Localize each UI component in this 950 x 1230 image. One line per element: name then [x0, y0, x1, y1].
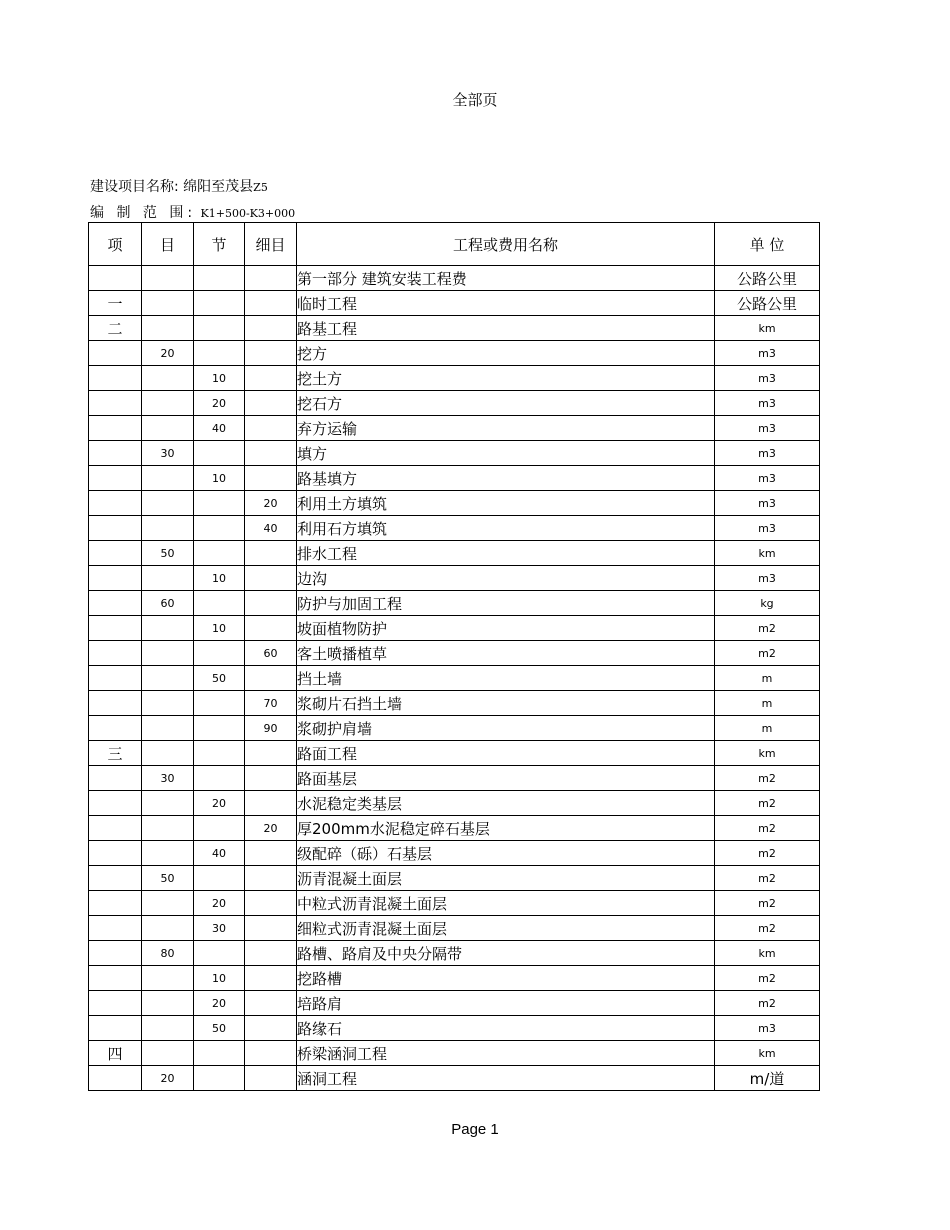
- cell-ximu: [245, 741, 297, 766]
- table-row: [89, 416, 820, 441]
- cell-unit: km: [715, 1041, 820, 1066]
- cell-xiang: [89, 891, 142, 916]
- cell-unit: 公路公里: [715, 291, 820, 316]
- table-row: [89, 616, 820, 641]
- cell-ximu: [245, 541, 297, 566]
- column-header-xiang: 项: [89, 223, 142, 266]
- cell-jie: [194, 1041, 245, 1066]
- cell-name: 浆砌护肩墙: [297, 716, 715, 741]
- cell-mu: [142, 516, 194, 541]
- cell-unit: m3: [715, 491, 820, 516]
- cell-xiang: [89, 966, 142, 991]
- cell-mu: [142, 991, 194, 1016]
- cell-jie: [194, 591, 245, 616]
- cell-jie: [194, 491, 245, 516]
- cell-name: 第一部分 建筑安装工程费: [297, 266, 715, 291]
- cell-name: 路缘石: [297, 1016, 715, 1041]
- table-row: [89, 766, 820, 791]
- page-number: Page 1: [451, 1121, 499, 1138]
- cell-mu: 20: [142, 1066, 194, 1091]
- cell-unit: m2: [715, 791, 820, 816]
- cell-xiang: [89, 591, 142, 616]
- cell-ximu: [245, 416, 297, 441]
- cell-ximu: [245, 941, 297, 966]
- column-header-jie: 节: [194, 223, 245, 266]
- cell-jie: [194, 341, 245, 366]
- cell-unit: km: [715, 541, 820, 566]
- cell-xiang: [89, 341, 142, 366]
- cell-ximu: [245, 441, 297, 466]
- cell-jie: 20: [194, 891, 245, 916]
- cell-xiang: [89, 816, 142, 841]
- cell-mu: 20: [142, 341, 194, 366]
- table-body: [89, 266, 820, 1091]
- cell-unit: m: [715, 716, 820, 741]
- cell-name: 客土喷播植草: [297, 641, 715, 666]
- table-row: [89, 741, 820, 766]
- cell-unit: m2: [715, 641, 820, 666]
- cell-xiang: [89, 716, 142, 741]
- cell-ximu: [245, 591, 297, 616]
- table-row: [89, 366, 820, 391]
- cell-mu: [142, 466, 194, 491]
- table-row: [89, 341, 820, 366]
- cell-jie: [194, 741, 245, 766]
- column-header-mu: 目: [142, 223, 194, 266]
- cell-name: 桥梁涵洞工程: [297, 1041, 715, 1066]
- cell-name: 厚200mm水泥稳定碎石基层: [297, 816, 715, 841]
- cell-ximu: [245, 666, 297, 691]
- cell-jie: 10: [194, 616, 245, 641]
- cell-mu: [142, 791, 194, 816]
- cell-jie: 50: [194, 666, 245, 691]
- cell-ximu: [245, 391, 297, 416]
- cell-name: 坡面植物防护: [297, 616, 715, 641]
- table-row: [89, 791, 820, 816]
- cell-jie: [194, 266, 245, 291]
- cell-unit: m2: [715, 916, 820, 941]
- cell-ximu: [245, 1066, 297, 1091]
- cell-mu: 60: [142, 591, 194, 616]
- cell-xiang: 四: [89, 1041, 142, 1066]
- cell-ximu: [245, 366, 297, 391]
- project-name-line: [90, 176, 268, 196]
- cell-mu: [142, 641, 194, 666]
- cell-xiang: 三: [89, 741, 142, 766]
- table-row: [89, 291, 820, 316]
- cell-mu: [142, 666, 194, 691]
- cell-unit: m2: [715, 841, 820, 866]
- cell-jie: 10: [194, 966, 245, 991]
- cell-unit: m3: [715, 391, 820, 416]
- cell-mu: [142, 491, 194, 516]
- table-row: [89, 866, 820, 891]
- cell-ximu: 90: [245, 716, 297, 741]
- cell-jie: 50: [194, 1016, 245, 1041]
- cell-ximu: [245, 991, 297, 1016]
- cell-jie: 10: [194, 566, 245, 591]
- cell-unit: m2: [715, 766, 820, 791]
- cell-xiang: [89, 516, 142, 541]
- table-row: [89, 666, 820, 691]
- cell-xiang: [89, 416, 142, 441]
- cell-name: 级配碎（砾）石基层: [297, 841, 715, 866]
- cell-jie: [194, 316, 245, 341]
- cell-mu: 30: [142, 766, 194, 791]
- cell-unit: 公路公里: [715, 266, 820, 291]
- cell-unit: m3: [715, 416, 820, 441]
- table-row: [89, 916, 820, 941]
- page-title: 全部页: [452, 91, 498, 109]
- cell-mu: [142, 891, 194, 916]
- cell-xiang: [89, 541, 142, 566]
- cell-jie: [194, 766, 245, 791]
- cell-name: 挖石方: [297, 391, 715, 416]
- cell-jie: 40: [194, 841, 245, 866]
- cell-name: 排水工程: [297, 541, 715, 566]
- compile-range-value: K1+500-K3+000: [200, 207, 296, 220]
- project-name-label: 建设项目名称:: [90, 179, 179, 195]
- cell-unit: m2: [715, 616, 820, 641]
- cell-xiang: [89, 266, 142, 291]
- cell-name: 路槽、路肩及中央分隔带: [297, 941, 715, 966]
- cell-mu: [142, 716, 194, 741]
- cell-ximu: [245, 791, 297, 816]
- cell-mu: [142, 316, 194, 341]
- cell-ximu: [245, 766, 297, 791]
- compile-range-label: 编 制 范 围:: [90, 205, 197, 221]
- cell-ximu: [245, 1041, 297, 1066]
- table-row: [89, 566, 820, 591]
- cell-unit: m3: [715, 1016, 820, 1041]
- cell-ximu: [245, 866, 297, 891]
- cell-ximu: [245, 316, 297, 341]
- table-row: [89, 841, 820, 866]
- compile-range-line: [90, 202, 295, 222]
- cell-jie: [194, 516, 245, 541]
- cell-xiang: [89, 641, 142, 666]
- cell-xiang: [89, 366, 142, 391]
- cell-mu: [142, 1041, 194, 1066]
- cell-unit: km: [715, 941, 820, 966]
- table-row: [89, 391, 820, 416]
- cell-xiang: [89, 941, 142, 966]
- cell-mu: 50: [142, 541, 194, 566]
- cell-name: 细粒式沥青混凝土面层: [297, 916, 715, 941]
- cell-name: 临时工程: [297, 291, 715, 316]
- cell-xiang: [89, 866, 142, 891]
- cell-ximu: 40: [245, 516, 297, 541]
- cell-mu: [142, 416, 194, 441]
- cell-xiang: [89, 991, 142, 1016]
- cell-mu: [142, 966, 194, 991]
- cell-mu: [142, 266, 194, 291]
- cell-unit: m3: [715, 366, 820, 391]
- cell-xiang: [89, 691, 142, 716]
- table-row: [89, 491, 820, 516]
- cell-xiang: 二: [89, 316, 142, 341]
- cell-xiang: [89, 491, 142, 516]
- cell-xiang: [89, 566, 142, 591]
- column-header-unit: 单 位: [715, 223, 820, 266]
- cell-name: 路面工程: [297, 741, 715, 766]
- cell-ximu: [245, 966, 297, 991]
- table-row: [89, 1066, 820, 1091]
- cell-ximu: [245, 266, 297, 291]
- table-row: [89, 641, 820, 666]
- cell-ximu: [245, 466, 297, 491]
- cell-name: 路基工程: [297, 316, 715, 341]
- cell-unit: m3: [715, 466, 820, 491]
- cell-unit: m2: [715, 816, 820, 841]
- cell-xiang: [89, 441, 142, 466]
- cell-mu: [142, 816, 194, 841]
- cell-jie: 40: [194, 416, 245, 441]
- cell-unit: m2: [715, 966, 820, 991]
- cell-name: 挖路槽: [297, 966, 715, 991]
- cell-unit: m2: [715, 891, 820, 916]
- cell-jie: [194, 291, 245, 316]
- cell-ximu: 70: [245, 691, 297, 716]
- cell-ximu: 20: [245, 816, 297, 841]
- cell-unit: km: [715, 316, 820, 341]
- table-row: [89, 1041, 820, 1066]
- cell-xiang: [89, 616, 142, 641]
- cell-jie: 30: [194, 916, 245, 941]
- cell-unit: m3: [715, 341, 820, 366]
- cell-name: 填方: [297, 441, 715, 466]
- table-row: [89, 541, 820, 566]
- cell-name: 利用石方填筑: [297, 516, 715, 541]
- cell-unit: m/道: [715, 1066, 820, 1091]
- project-name-value: 绵阳至茂县: [183, 179, 254, 195]
- cell-jie: [194, 541, 245, 566]
- cell-name: 路基填方: [297, 466, 715, 491]
- cell-jie: 20: [194, 991, 245, 1016]
- cell-jie: 20: [194, 391, 245, 416]
- cell-mu: [142, 691, 194, 716]
- cell-xiang: [89, 466, 142, 491]
- cell-xiang: 一: [89, 291, 142, 316]
- cell-jie: [194, 716, 245, 741]
- cell-mu: [142, 616, 194, 641]
- cell-jie: [194, 1066, 245, 1091]
- cell-name: 水泥稳定类基层: [297, 791, 715, 816]
- cell-name: 边沟: [297, 566, 715, 591]
- cell-xiang: [89, 391, 142, 416]
- cell-jie: [194, 691, 245, 716]
- cell-unit: m: [715, 666, 820, 691]
- table-row: [89, 691, 820, 716]
- column-header-name: 工程或费用名称: [297, 223, 715, 266]
- column-header-ximu: 细目: [245, 223, 297, 266]
- table-row: [89, 941, 820, 966]
- cell-mu: 80: [142, 941, 194, 966]
- cell-name: 挖土方: [297, 366, 715, 391]
- cell-unit: km: [715, 741, 820, 766]
- table-row: [89, 466, 820, 491]
- cell-mu: [142, 841, 194, 866]
- table-row: [89, 591, 820, 616]
- cell-ximu: 60: [245, 641, 297, 666]
- cell-ximu: [245, 1016, 297, 1041]
- cell-mu: 50: [142, 866, 194, 891]
- cell-ximu: [245, 566, 297, 591]
- cell-xiang: [89, 766, 142, 791]
- cell-jie: 10: [194, 366, 245, 391]
- cell-ximu: [245, 291, 297, 316]
- cell-jie: [194, 441, 245, 466]
- cell-name: 挡土墙: [297, 666, 715, 691]
- cell-ximu: [245, 891, 297, 916]
- table-row: [89, 816, 820, 841]
- table-row: [89, 516, 820, 541]
- cell-name: 培路肩: [297, 991, 715, 1016]
- table-row: [89, 991, 820, 1016]
- table-row: [89, 441, 820, 466]
- cell-ximu: [245, 916, 297, 941]
- cell-name: 路面基层: [297, 766, 715, 791]
- cell-xiang: [89, 1016, 142, 1041]
- cell-jie: [194, 866, 245, 891]
- cell-xiang: [89, 916, 142, 941]
- cell-mu: [142, 1016, 194, 1041]
- cell-unit: m3: [715, 566, 820, 591]
- cell-jie: [194, 641, 245, 666]
- table-row: [89, 316, 820, 341]
- cell-ximu: [245, 341, 297, 366]
- table-row: [89, 716, 820, 741]
- cell-mu: [142, 566, 194, 591]
- cell-mu: [142, 391, 194, 416]
- cell-name: 涵洞工程: [297, 1066, 715, 1091]
- cell-mu: 30: [142, 441, 194, 466]
- cell-xiang: [89, 841, 142, 866]
- cell-mu: [142, 916, 194, 941]
- cell-mu: [142, 741, 194, 766]
- cell-jie: 20: [194, 791, 245, 816]
- cell-jie: [194, 816, 245, 841]
- cell-ximu: [245, 616, 297, 641]
- cell-name: 弃方运输: [297, 416, 715, 441]
- cell-name: 沥青混凝土面层: [297, 866, 715, 891]
- cell-mu: [142, 291, 194, 316]
- cell-unit: m3: [715, 441, 820, 466]
- cell-name: 防护与加固工程: [297, 591, 715, 616]
- table-row: [89, 891, 820, 916]
- cell-xiang: [89, 666, 142, 691]
- cell-name: 挖方: [297, 341, 715, 366]
- cell-xiang: [89, 791, 142, 816]
- cell-unit: m2: [715, 991, 820, 1016]
- cell-name: 中粒式沥青混凝土面层: [297, 891, 715, 916]
- cell-ximu: [245, 841, 297, 866]
- cell-jie: [194, 941, 245, 966]
- cell-jie: 10: [194, 466, 245, 491]
- table-row: [89, 1016, 820, 1041]
- table-row: [89, 266, 820, 291]
- table-header-row: [89, 223, 820, 266]
- cell-unit: m3: [715, 516, 820, 541]
- cell-unit: m: [715, 691, 820, 716]
- cell-ximu: 20: [245, 491, 297, 516]
- cell-name: 利用土方填筑: [297, 491, 715, 516]
- cell-name: 浆砌片石挡土墙: [297, 691, 715, 716]
- cost-table: [88, 222, 820, 1091]
- cell-mu: [142, 366, 194, 391]
- project-name-suffix: Z5: [253, 181, 268, 194]
- table-row: [89, 966, 820, 991]
- cell-unit: m2: [715, 866, 820, 891]
- cell-unit: kg: [715, 591, 820, 616]
- cell-xiang: [89, 1066, 142, 1091]
